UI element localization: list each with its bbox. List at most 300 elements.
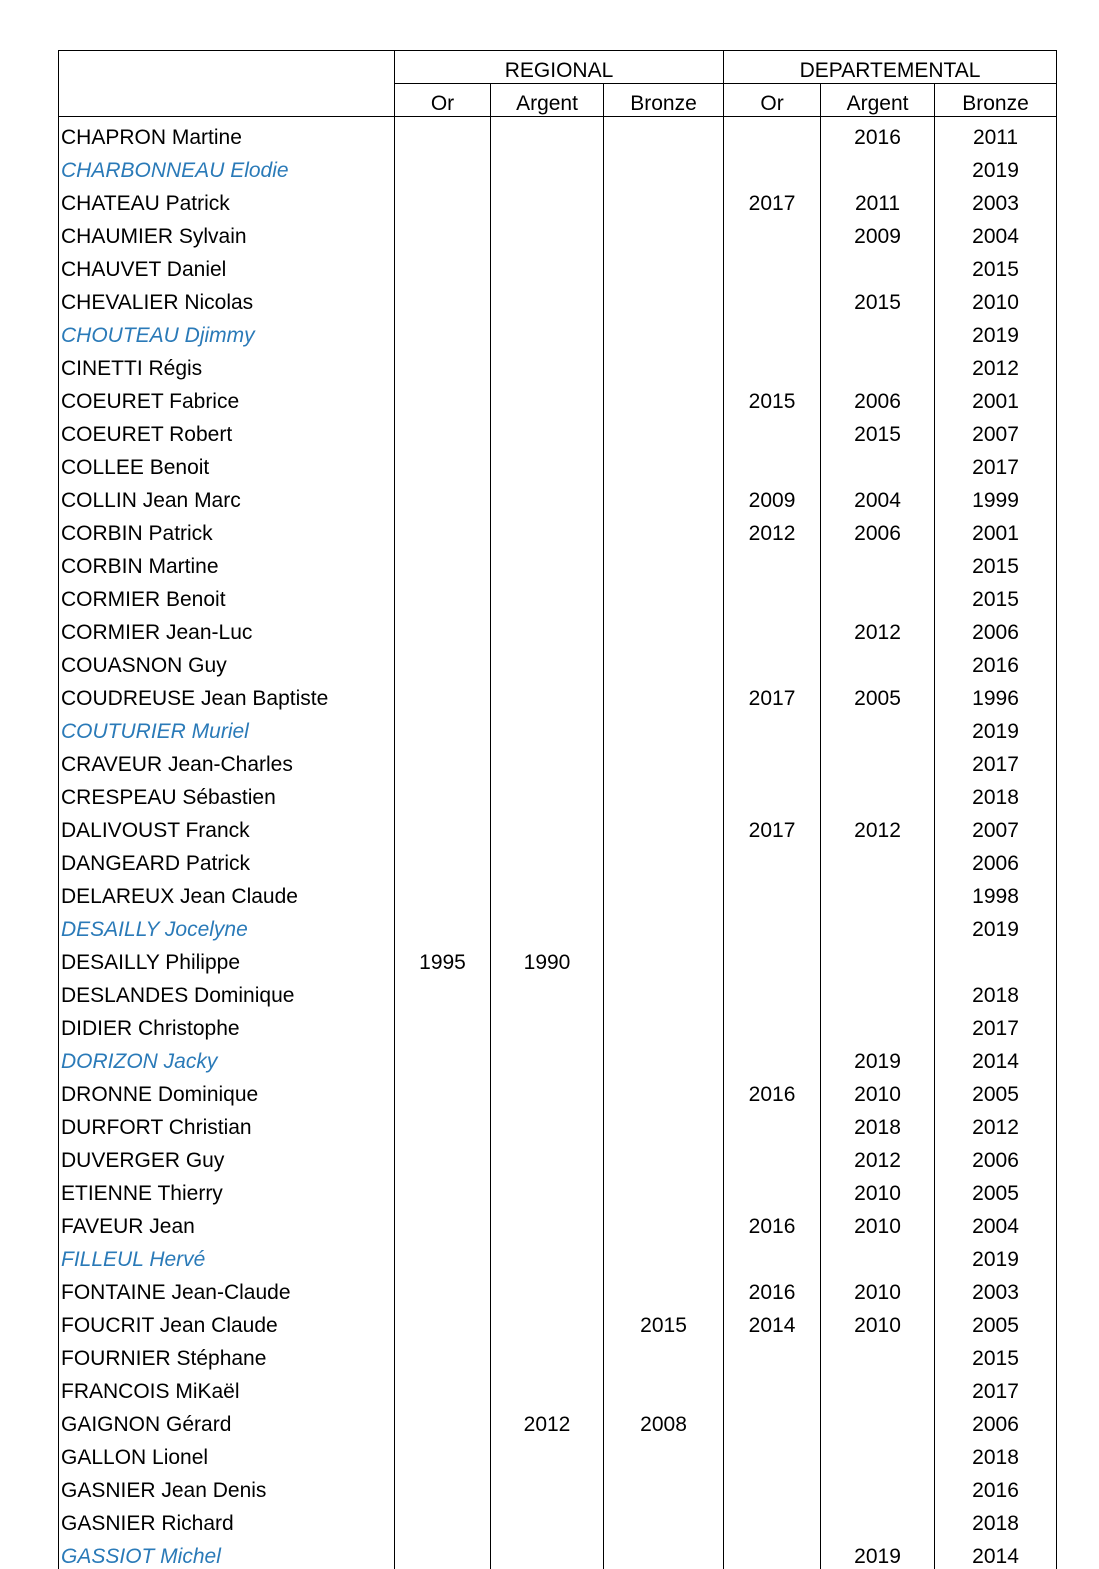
regional-argent-cell [491, 513, 604, 546]
dep-bronze-cell: 2015 [935, 546, 1057, 579]
regional-argent-cell [491, 414, 604, 447]
regional-bronze-cell [604, 414, 724, 447]
dep-bronze-cell: 2007 [935, 810, 1057, 843]
dep-or-cell [724, 579, 821, 612]
dep-or-cell [724, 1503, 821, 1536]
dep-or-cell: 2009 [724, 480, 821, 513]
regional-or-cell [395, 810, 491, 843]
dep-argent-cell [821, 744, 935, 777]
dep-argent-cell [821, 249, 935, 282]
regional-bronze-cell [604, 249, 724, 282]
member-name: COLLIN Jean Marc [59, 480, 395, 513]
regional-or-cell [395, 1404, 491, 1437]
regional-or-cell [395, 1338, 491, 1371]
member-name: CHOUTEAU Djimmy [59, 315, 395, 348]
dep-or-cell [724, 1173, 821, 1206]
table-row [59, 183, 1057, 216]
member-name: CHAUVET Daniel [59, 249, 395, 282]
dep-bronze-cell: 2015 [935, 579, 1057, 612]
table-row [59, 447, 1057, 480]
table-row [59, 876, 1057, 909]
dep-argent-cell [821, 447, 935, 480]
regional-argent-cell [491, 216, 604, 249]
dep-argent-cell: 2010 [821, 1305, 935, 1338]
dep-argent-cell: 2004 [821, 480, 935, 513]
member-name: DORIZON Jacky [59, 1041, 395, 1074]
header-corner [59, 51, 395, 84]
dep-or-cell [724, 645, 821, 678]
regional-or-cell [395, 447, 491, 480]
table-row [59, 1173, 1057, 1206]
dep-or-cell [724, 975, 821, 1008]
regional-or-cell [395, 1206, 491, 1239]
dep-bronze-cell: 2015 [935, 1338, 1057, 1371]
dep-argent-cell: 2005 [821, 678, 935, 711]
dep-argent-cell [821, 975, 935, 1008]
dep-argent-cell: 2009 [821, 216, 935, 249]
header-dep-argent: Argent [821, 84, 935, 117]
regional-or-cell [395, 1305, 491, 1338]
dep-bronze-cell: 2017 [935, 1371, 1057, 1404]
header-dep-bronze: Bronze [935, 84, 1057, 117]
header-regional-or: Or [395, 84, 491, 117]
regional-argent-cell [491, 1041, 604, 1074]
dep-or-cell [724, 282, 821, 315]
regional-or-cell [395, 513, 491, 546]
dep-argent-cell: 2010 [821, 1272, 935, 1305]
dep-argent-cell: 2016 [821, 117, 935, 151]
regional-bronze-cell [604, 876, 724, 909]
dep-or-cell [724, 711, 821, 744]
dep-bronze-cell: 2014 [935, 1536, 1057, 1569]
table-row [59, 1206, 1057, 1239]
regional-or-cell [395, 1503, 491, 1536]
header-dep-or: Or [724, 84, 821, 117]
member-name: DURFORT Christian [59, 1107, 395, 1140]
dep-or-cell: 2016 [724, 1272, 821, 1305]
dep-argent-cell [821, 546, 935, 579]
header-regional-argent: Argent [491, 84, 604, 117]
member-name: CHEVALIER Nicolas [59, 282, 395, 315]
regional-or-cell [395, 975, 491, 1008]
regional-or-cell [395, 1173, 491, 1206]
member-name: DESAILLY Philippe [59, 942, 395, 975]
regional-argent-cell [491, 843, 604, 876]
dep-or-cell: 2017 [724, 810, 821, 843]
member-name: COUASNON Guy [59, 645, 395, 678]
member-name: CORBIN Martine [59, 546, 395, 579]
table-row [59, 975, 1057, 1008]
table-row [59, 1536, 1057, 1569]
dep-or-cell: 2016 [724, 1074, 821, 1107]
dep-or-cell [724, 1107, 821, 1140]
medals-table [58, 50, 1057, 1569]
table-row [59, 513, 1057, 546]
dep-argent-cell: 2018 [821, 1107, 935, 1140]
regional-argent-cell [491, 1371, 604, 1404]
dep-or-cell [724, 216, 821, 249]
regional-argent-cell [491, 1239, 604, 1272]
regional-or-cell [395, 876, 491, 909]
member-name: ETIENNE Thierry [59, 1173, 395, 1206]
dep-bronze-cell: 2004 [935, 216, 1057, 249]
regional-bronze-cell [604, 480, 724, 513]
dep-or-cell [724, 1140, 821, 1173]
regional-bronze-cell [604, 282, 724, 315]
dep-argent-cell: 2010 [821, 1173, 935, 1206]
member-name: COEURET Fabrice [59, 381, 395, 414]
member-name: CRAVEUR Jean-Charles [59, 744, 395, 777]
dep-or-cell [724, 1239, 821, 1272]
dep-or-cell [724, 876, 821, 909]
dep-or-cell [724, 612, 821, 645]
dep-argent-cell [821, 150, 935, 183]
dep-bronze-cell: 2004 [935, 1206, 1057, 1239]
table-row [59, 1107, 1057, 1140]
dep-bronze-cell: 2005 [935, 1173, 1057, 1206]
dep-argent-cell [821, 1470, 935, 1503]
regional-bronze-cell [604, 1041, 724, 1074]
dep-argent-cell [821, 711, 935, 744]
regional-argent-cell [491, 150, 604, 183]
table-row [59, 1503, 1057, 1536]
regional-bronze-cell [604, 645, 724, 678]
member-name: CHAPRON Martine [59, 117, 395, 151]
regional-bronze-cell [604, 117, 724, 151]
dep-argent-cell: 2019 [821, 1536, 935, 1569]
regional-argent-cell [491, 1008, 604, 1041]
regional-or-cell [395, 777, 491, 810]
dep-argent-cell [821, 1437, 935, 1470]
table-row [59, 315, 1057, 348]
dep-or-cell [724, 744, 821, 777]
member-name: GASSIOT Michel [59, 1536, 395, 1569]
member-name: CHATEAU Patrick [59, 183, 395, 216]
regional-or-cell [395, 546, 491, 579]
regional-or-cell [395, 1041, 491, 1074]
dep-bronze-cell: 2010 [935, 282, 1057, 315]
regional-argent-cell [491, 1173, 604, 1206]
regional-or-cell [395, 1536, 491, 1569]
regional-argent-cell [491, 1206, 604, 1239]
dep-bronze-cell: 2017 [935, 1008, 1057, 1041]
regional-bronze-cell [604, 1272, 724, 1305]
table-row [59, 1470, 1057, 1503]
regional-bronze-cell [604, 810, 724, 843]
regional-bronze-cell [604, 1437, 724, 1470]
dep-or-cell [724, 1404, 821, 1437]
regional-or-cell [395, 414, 491, 447]
regional-bronze-cell [604, 843, 724, 876]
header-departemental: DEPARTEMENTAL [724, 51, 1057, 84]
member-name: DRONNE Dominique [59, 1074, 395, 1107]
table-row [59, 480, 1057, 513]
member-name: GALLON Lionel [59, 1437, 395, 1470]
dep-bronze-cell: 1998 [935, 876, 1057, 909]
regional-or-cell [395, 348, 491, 381]
member-name: DELAREUX Jean Claude [59, 876, 395, 909]
member-name: DIDIER Christophe [59, 1008, 395, 1041]
dep-bronze-cell: 2018 [935, 777, 1057, 810]
dep-bronze-cell [935, 942, 1057, 975]
regional-or-cell [395, 1272, 491, 1305]
regional-argent-cell [491, 1470, 604, 1503]
dep-bronze-cell: 2019 [935, 711, 1057, 744]
table-row [59, 843, 1057, 876]
dep-bronze-cell: 2012 [935, 348, 1057, 381]
member-name: FILLEUL Hervé [59, 1239, 395, 1272]
regional-or-cell [395, 1107, 491, 1140]
dep-or-cell [724, 1008, 821, 1041]
dep-bronze-cell: 2005 [935, 1074, 1057, 1107]
member-name: FOUCRIT Jean Claude [59, 1305, 395, 1338]
dep-argent-cell: 2012 [821, 612, 935, 645]
table-row [59, 579, 1057, 612]
dep-bronze-cell: 2019 [935, 150, 1057, 183]
regional-or-cell: 1995 [395, 942, 491, 975]
regional-or-cell [395, 1074, 491, 1107]
regional-bronze-cell [604, 216, 724, 249]
member-name: COUDREUSE Jean Baptiste [59, 678, 395, 711]
dep-argent-cell [821, 1239, 935, 1272]
member-name: DALIVOUST Franck [59, 810, 395, 843]
dep-argent-cell [821, 942, 935, 975]
dep-or-cell [724, 348, 821, 381]
dep-or-cell: 2017 [724, 678, 821, 711]
regional-bronze-cell: 2008 [604, 1404, 724, 1437]
header-sub-row [59, 84, 1057, 117]
regional-or-cell [395, 645, 491, 678]
header-regional-bronze: Bronze [604, 84, 724, 117]
regional-argent-cell [491, 909, 604, 942]
regional-or-cell [395, 612, 491, 645]
member-name: FRANCOIS MiKaël [59, 1371, 395, 1404]
table-row [59, 1371, 1057, 1404]
dep-bronze-cell: 2017 [935, 447, 1057, 480]
regional-or-cell [395, 117, 491, 151]
regional-argent-cell [491, 810, 604, 843]
member-name: CRESPEAU Sébastien [59, 777, 395, 810]
table-row [59, 612, 1057, 645]
table-row [59, 249, 1057, 282]
regional-bronze-cell [604, 975, 724, 1008]
regional-bronze-cell [604, 1338, 724, 1371]
header-name-column [59, 84, 395, 117]
regional-bronze-cell [604, 711, 724, 744]
dep-argent-cell [821, 843, 935, 876]
regional-bronze-cell [604, 546, 724, 579]
dep-bronze-cell: 2003 [935, 183, 1057, 216]
regional-argent-cell [491, 1305, 604, 1338]
regional-argent-cell [491, 1074, 604, 1107]
regional-bronze-cell [604, 612, 724, 645]
dep-bronze-cell: 2001 [935, 513, 1057, 546]
regional-bronze-cell [604, 1173, 724, 1206]
member-name: DANGEARD Patrick [59, 843, 395, 876]
dep-or-cell [724, 777, 821, 810]
regional-argent-cell [491, 546, 604, 579]
regional-or-cell [395, 216, 491, 249]
regional-argent-cell [491, 447, 604, 480]
dep-bronze-cell: 2014 [935, 1041, 1057, 1074]
dep-argent-cell [821, 876, 935, 909]
member-name: FONTAINE Jean-Claude [59, 1272, 395, 1305]
regional-or-cell [395, 1437, 491, 1470]
regional-or-cell [395, 1140, 491, 1173]
table-row [59, 216, 1057, 249]
regional-argent-cell: 2012 [491, 1404, 604, 1437]
regional-argent-cell [491, 117, 604, 151]
table-row [59, 1404, 1057, 1437]
member-name: DESAILLY Jocelyne [59, 909, 395, 942]
table-row [59, 942, 1057, 975]
table-row [59, 1272, 1057, 1305]
dep-argent-cell: 2010 [821, 1206, 935, 1239]
dep-bronze-cell: 2003 [935, 1272, 1057, 1305]
table-row [59, 117, 1057, 151]
dep-argent-cell: 2012 [821, 810, 935, 843]
dep-bronze-cell: 2007 [935, 414, 1057, 447]
regional-bronze-cell [604, 1470, 724, 1503]
dep-bronze-cell: 2016 [935, 645, 1057, 678]
dep-argent-cell: 2006 [821, 513, 935, 546]
table-row [59, 348, 1057, 381]
dep-bronze-cell: 2016 [935, 1470, 1057, 1503]
regional-or-cell [395, 843, 491, 876]
regional-argent-cell [491, 612, 604, 645]
regional-or-cell [395, 744, 491, 777]
dep-argent-cell [821, 777, 935, 810]
dep-argent-cell [821, 1338, 935, 1371]
dep-or-cell [724, 117, 821, 151]
regional-bronze-cell [604, 315, 724, 348]
dep-or-cell [724, 1338, 821, 1371]
member-name: COUTURIER Muriel [59, 711, 395, 744]
table-row [59, 1338, 1057, 1371]
regional-bronze-cell [604, 1536, 724, 1569]
regional-argent-cell [491, 711, 604, 744]
dep-argent-cell [821, 909, 935, 942]
member-name: CORMIER Jean-Luc [59, 612, 395, 645]
table-row [59, 1008, 1057, 1041]
regional-bronze-cell [604, 348, 724, 381]
regional-or-cell [395, 183, 491, 216]
regional-bronze-cell [604, 942, 724, 975]
table-row [59, 1074, 1057, 1107]
regional-bronze-cell [604, 447, 724, 480]
dep-bronze-cell: 2012 [935, 1107, 1057, 1140]
header-group-row [59, 51, 1057, 84]
table-row [59, 744, 1057, 777]
dep-argent-cell [821, 1371, 935, 1404]
dep-bronze-cell: 2011 [935, 117, 1057, 151]
regional-argent-cell [491, 1272, 604, 1305]
dep-or-cell [724, 1470, 821, 1503]
dep-or-cell [724, 942, 821, 975]
member-name: DUVERGER Guy [59, 1140, 395, 1173]
member-name: CHARBONNEAU Elodie [59, 150, 395, 183]
regional-or-cell [395, 282, 491, 315]
dep-or-cell: 2015 [724, 381, 821, 414]
dep-or-cell [724, 249, 821, 282]
dep-bronze-cell: 1996 [935, 678, 1057, 711]
regional-or-cell [395, 381, 491, 414]
dep-bronze-cell: 2018 [935, 1503, 1057, 1536]
table-row [59, 1140, 1057, 1173]
regional-bronze-cell [604, 777, 724, 810]
dep-argent-cell: 2006 [821, 381, 935, 414]
regional-bronze-cell [604, 1206, 724, 1239]
table-row [59, 645, 1057, 678]
table-row [59, 282, 1057, 315]
dep-bronze-cell: 2006 [935, 612, 1057, 645]
regional-argent-cell [491, 348, 604, 381]
regional-or-cell [395, 1008, 491, 1041]
dep-argent-cell [821, 579, 935, 612]
regional-bronze-cell [604, 1503, 724, 1536]
member-name: CINETTI Régis [59, 348, 395, 381]
member-name: CORMIER Benoit [59, 579, 395, 612]
regional-argent-cell [491, 744, 604, 777]
member-name: FAVEUR Jean [59, 1206, 395, 1239]
regional-or-cell [395, 1239, 491, 1272]
dep-argent-cell: 2012 [821, 1140, 935, 1173]
dep-argent-cell: 2011 [821, 183, 935, 216]
dep-or-cell: 2017 [724, 183, 821, 216]
table-row [59, 777, 1057, 810]
dep-bronze-cell: 2006 [935, 843, 1057, 876]
table-row [59, 909, 1057, 942]
table-row [59, 1041, 1057, 1074]
regional-bronze-cell [604, 1371, 724, 1404]
regional-argent-cell [491, 678, 604, 711]
table-row [59, 414, 1057, 447]
table-row [59, 546, 1057, 579]
dep-bronze-cell: 2019 [935, 909, 1057, 942]
dep-or-cell [724, 447, 821, 480]
dep-argent-cell: 2015 [821, 414, 935, 447]
member-name: CORBIN Patrick [59, 513, 395, 546]
member-name: COEURET Robert [59, 414, 395, 447]
regional-bronze-cell [604, 909, 724, 942]
regional-bronze-cell [604, 744, 724, 777]
regional-or-cell [395, 579, 491, 612]
dep-or-cell [724, 1041, 821, 1074]
header-regional: REGIONAL [395, 51, 724, 84]
dep-bronze-cell: 2017 [935, 744, 1057, 777]
regional-bronze-cell: 2015 [604, 1305, 724, 1338]
table-row [59, 1437, 1057, 1470]
regional-argent-cell [491, 1536, 604, 1569]
regional-or-cell [395, 315, 491, 348]
dep-argent-cell [821, 315, 935, 348]
dep-bronze-cell: 2001 [935, 381, 1057, 414]
dep-bronze-cell: 1999 [935, 480, 1057, 513]
dep-or-cell [724, 1371, 821, 1404]
table-row [59, 810, 1057, 843]
regional-argent-cell [491, 282, 604, 315]
table-row [59, 381, 1057, 414]
regional-bronze-cell [604, 1008, 724, 1041]
dep-or-cell [724, 909, 821, 942]
regional-bronze-cell [604, 678, 724, 711]
dep-argent-cell [821, 1404, 935, 1437]
regional-or-cell [395, 1470, 491, 1503]
table-row [59, 1239, 1057, 1272]
dep-argent-cell: 2019 [821, 1041, 935, 1074]
dep-bronze-cell: 2015 [935, 249, 1057, 282]
dep-or-cell [724, 315, 821, 348]
